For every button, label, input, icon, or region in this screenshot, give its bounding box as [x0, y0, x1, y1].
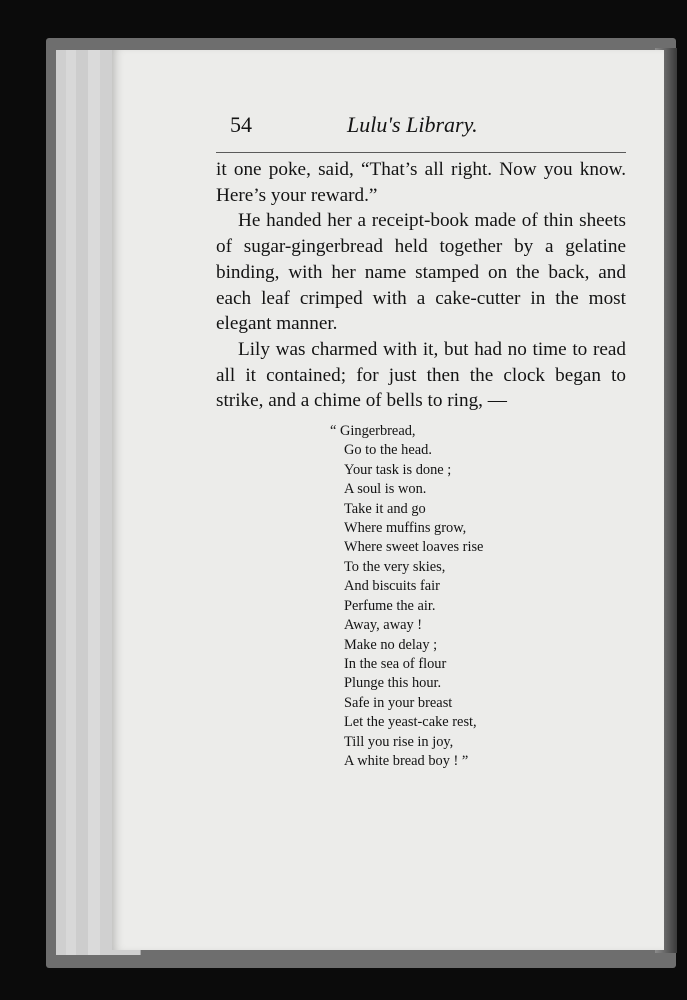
poem-line: Perfume the air. — [344, 597, 436, 614]
running-title: Lulu's Library. — [347, 112, 478, 137]
poem-line: Let the yeast-cake rest, — [344, 714, 477, 731]
poem-line: And biscuits fair — [344, 578, 440, 595]
poem-line: Your task is done ; — [344, 461, 452, 478]
poem-line: Plunge this hour. — [344, 675, 442, 692]
poem-line: Go to the head. — [344, 442, 432, 459]
poem-line: Till you rise in joy, — [344, 733, 454, 750]
page-number: 54 — [230, 112, 252, 137]
poem-line: In the sea of flour — [344, 655, 447, 672]
poem-line: Away, away ! — [344, 617, 423, 634]
poem-line: Take it and go — [344, 500, 426, 517]
paragraph: He handed her a receipt-book made of thin sheets of sugar-gingerbread held together by a gelatine binding, with her name stamped on the back, and each leaf crimped with a cake-cutter in the most elegant manner. — [216, 210, 626, 335]
poem-line: Where muffins grow, — [344, 520, 467, 537]
paragraph: Lily was charmed with it, but had no time to read all it contained; for just then the clock began to strike, and a chime of bells to ring, — — [216, 338, 626, 412]
poem-line: Where sweet loaves rise — [344, 539, 484, 556]
poem-line: To the very skies, — [344, 558, 446, 575]
prose-body — [216, 157, 626, 414]
paragraph: it one poke, said, “That’s all right. Now you know. Here’s your reward.” — [216, 159, 626, 206]
page-content — [216, 112, 626, 771]
poem-line: Make no delay ; — [344, 636, 438, 653]
poem — [330, 422, 626, 771]
poem-line: A soul is won. — [344, 481, 427, 498]
poem-line: “ Gingerbread, — [330, 423, 416, 440]
book-page — [112, 50, 664, 950]
running-head — [216, 112, 626, 142]
poem-line: A white bread boy ! ” — [344, 752, 469, 769]
poem-line: Safe in your breast — [344, 694, 453, 711]
header-rule — [216, 152, 626, 153]
